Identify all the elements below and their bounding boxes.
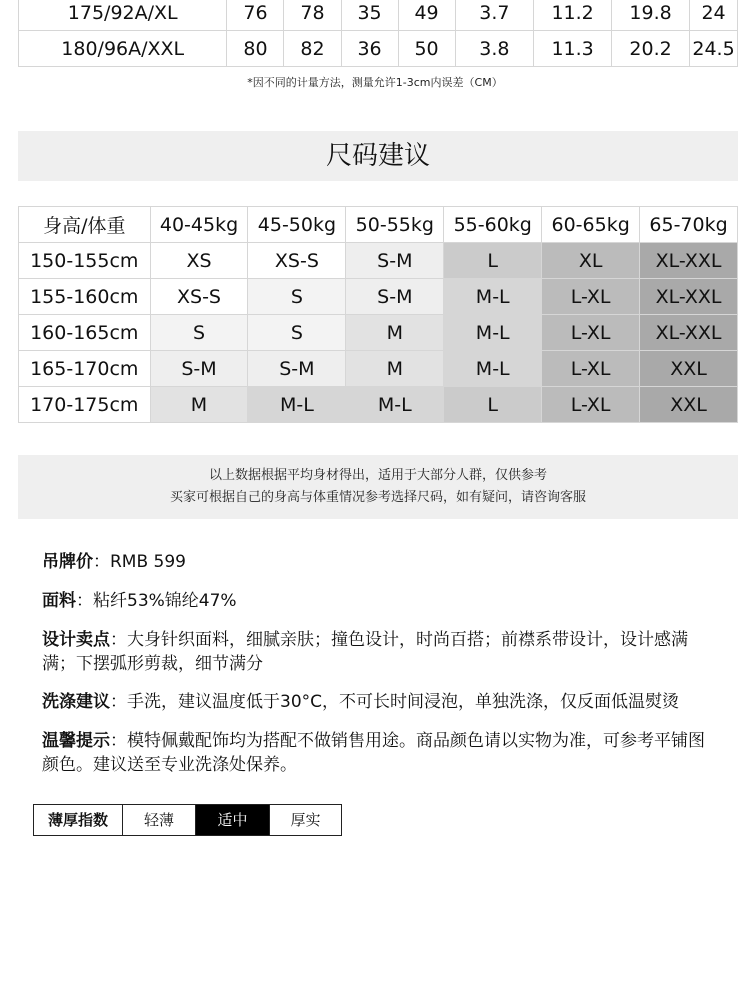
size-cell: M: [346, 351, 444, 387]
section-title: 尺码建议: [18, 131, 738, 181]
measurement-cell: 82: [284, 31, 341, 67]
size-cell: XL-XXL: [640, 243, 738, 279]
size-cell: M-L: [444, 279, 542, 315]
property-tag-price: 吊牌价：RMB 599: [42, 552, 186, 572]
height-label: 150-155cm: [19, 243, 151, 279]
info-box: [18, 455, 738, 519]
weight-header: 50-55kg: [346, 207, 444, 243]
weight-header: 45-50kg: [248, 207, 346, 243]
measurement-row: [19, 31, 738, 67]
size-cell: XS: [150, 243, 248, 279]
thickness-index: [33, 804, 342, 836]
property-tips: 温馨提示：模特佩戴配饰均为搭配不做销售用途。商品颜色请以实物为准，可参考平铺图颜色。建议送至专业洗涤处保养。: [42, 731, 705, 775]
info-line-2: 买家可根据自己的身高与体重情况参考选择尺码，如有疑问，请咨询客服: [169, 490, 586, 505]
size-row: [19, 279, 738, 315]
height-label: 160-165cm: [19, 315, 151, 351]
size-cell: M: [150, 387, 248, 423]
measurement-cell: 11.2: [534, 0, 612, 31]
measurement-note: *因不同的计量方法，测量允许1-3cm内误差（CM）: [247, 76, 503, 89]
measurement-cell: 78: [284, 0, 341, 31]
size-cell: L: [444, 243, 542, 279]
size-cell: M-L: [444, 351, 542, 387]
measurement-cell: 20.2: [612, 31, 690, 67]
info-line-1: 以上数据根据平均身材得出，适用于大部分人群，仅供参考: [208, 468, 547, 483]
weight-header: 40-45kg: [150, 207, 248, 243]
size-row: [19, 387, 738, 423]
measurement-cell: 50: [398, 31, 455, 67]
thickness-option-light: 轻薄: [123, 805, 196, 835]
thickness-option-thick: 厚实: [290, 811, 321, 829]
weight-header: 60-65kg: [542, 207, 640, 243]
measurement-cell: 11.3: [534, 31, 612, 67]
size-cell: XL: [542, 243, 640, 279]
size-row: [19, 243, 738, 279]
property-design-highlights: 设计卖点：大身针织面料，细腻亲肤；撞色设计，时尚百搭；前襟系带设计，设计感满满；下摆弧形剪裁，细节满分: [42, 630, 688, 674]
property-fabric: 面料：粘纤53%锦纶47%: [42, 591, 237, 611]
size-label-cell: 175/92A/XL: [19, 0, 227, 31]
size-cell: XS-S: [150, 279, 248, 315]
size-cell: L-XL: [542, 351, 640, 387]
measurement-cell: 49: [398, 0, 455, 31]
measurement-cell: 19.8: [612, 0, 690, 31]
size-cell: S: [150, 315, 248, 351]
size-table-head: [19, 207, 738, 243]
size-row: [19, 351, 738, 387]
size-cell: S-M: [346, 279, 444, 315]
height-label: 165-170cm: [19, 351, 151, 387]
size-cell: XL-XXL: [640, 315, 738, 351]
size-cell: L-XL: [542, 315, 640, 351]
weight-header: 55-60kg: [444, 207, 542, 243]
size-table-corner: 身高/体重: [19, 207, 151, 243]
measurement-cell: 24: [690, 0, 738, 31]
size-cell: S-M: [150, 351, 248, 387]
thickness-label: 薄厚指数: [34, 805, 123, 835]
size-cell: XXL: [640, 351, 738, 387]
size-cell: XS-S: [248, 243, 346, 279]
size-cell: S: [248, 279, 346, 315]
size-cell: S-M: [346, 243, 444, 279]
measurement-cell: 3.8: [455, 31, 534, 67]
measurement-cell: 3.7: [455, 0, 534, 31]
measurement-row: [19, 0, 738, 31]
size-cell: M-L: [346, 387, 444, 423]
measurement-table: [18, 0, 738, 67]
size-cell: M: [346, 315, 444, 351]
size-table-body: [19, 243, 738, 423]
height-label: 170-175cm: [19, 387, 151, 423]
size-cell: L-XL: [542, 387, 640, 423]
size-recommendation-table: [18, 206, 738, 423]
size-cell: L: [444, 387, 542, 423]
size-cell: S-M: [248, 351, 346, 387]
measurement-cell: 36: [341, 31, 398, 67]
measurement-cell: 35: [341, 0, 398, 31]
size-cell: XL-XXL: [640, 279, 738, 315]
size-cell: S: [248, 315, 346, 351]
measurement-cell: 80: [227, 31, 284, 67]
property-wash-advice: 洗涤建议：手洗，建议温度低于30°C，不可长时间浸泡，单独洗涤，仅反面低温熨烫: [42, 692, 680, 712]
size-cell: XXL: [640, 387, 738, 423]
size-cell: M-L: [248, 387, 346, 423]
measurement-cell: 24.5: [690, 31, 738, 67]
size-cell: L-XL: [542, 279, 640, 315]
size-table-header-row: [19, 207, 738, 243]
weight-header: 65-70kg: [640, 207, 738, 243]
size-row: [19, 315, 738, 351]
size-cell: M-L: [444, 315, 542, 351]
thickness-option-medium: 适中: [196, 805, 270, 835]
measurement-table-body: [19, 0, 738, 67]
size-label-cell: 180/96A/XXL: [19, 31, 227, 67]
height-label: 155-160cm: [19, 279, 151, 315]
measurement-cell: 76: [227, 0, 284, 31]
